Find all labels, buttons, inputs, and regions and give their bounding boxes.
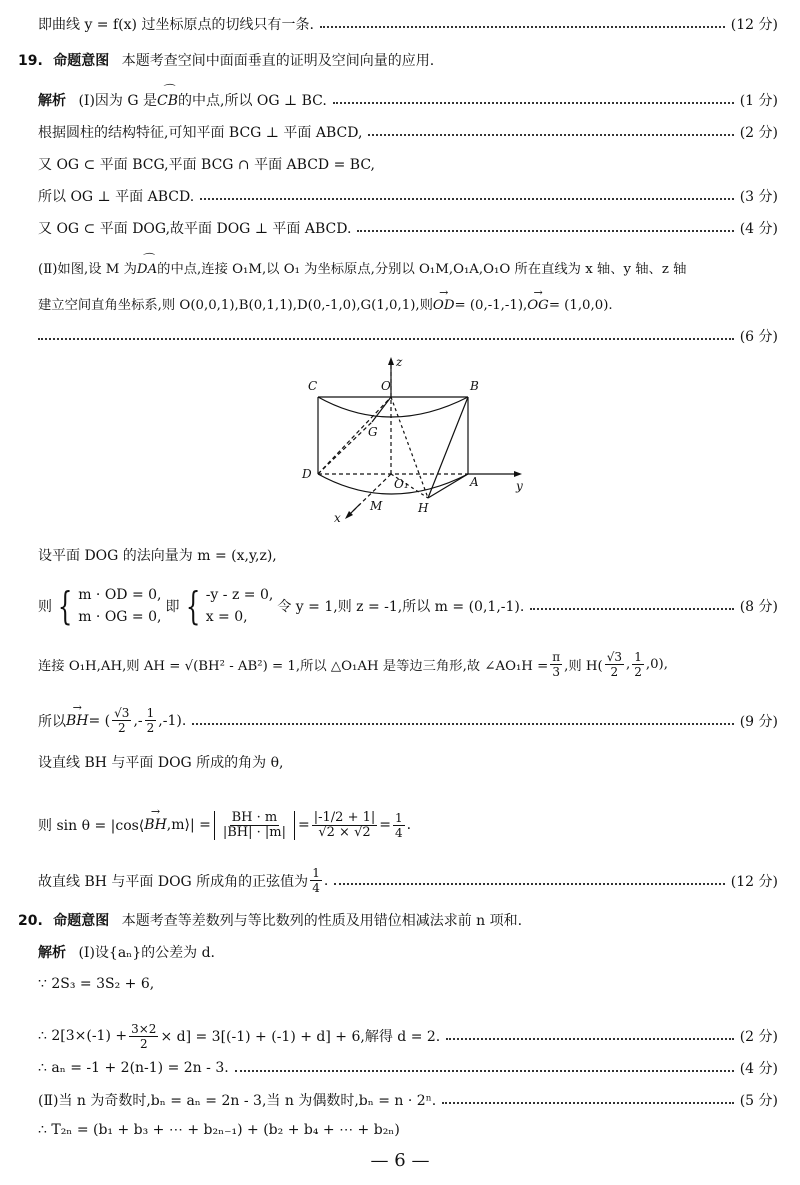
q19-sin-line: 则 sin θ = |cos⟨ → BH ,m⟩| = $\frac{BH \cdot m}{|BH| \cdot |m|}$ = $\frac{|-1/2 + 1|}{√2 \times √2}$ = $\frac{1}{4}$ .: [38, 800, 778, 850]
q19-bh-line: 所以 → BH = ( $\frac{√3}{2}$ ,- $\frac{1}{2}$ ,-1). (9 分): [38, 706, 778, 735]
q19-line-4: 所以 OG ⊥ 平面 ABCD. (3 分): [38, 189, 778, 205]
q19-connect-line: 连接 O₁H,AH,则 AH = √(BH² - AB²) = 1,所以 △O₁AH 是等边三角形,故 ∠AO₁H = $\frac{\pi}{3}$ ,则 H( $\frac{√3}{2}$ , $\frac{1}{2}$ ,0),: [38, 650, 668, 679]
q19-heading: 19. 命题意图 本题考查空间中面面垂直的证明及空间向量的应用.: [18, 53, 435, 69]
q19-normal-line: 设平面 DOG 的法向量为 m = (x,y,z),: [38, 548, 277, 564]
q19-line-1: 解析 (Ⅰ)因为 G 是⌒ CB的中点,所以 OG ⊥ BC. (1 分): [38, 90, 778, 110]
q20-line-5: (Ⅱ)当 n 为奇数时,bₙ = aₙ = 2n - 3,当 n 为偶数时,bₙ = n · 2ⁿ. (5 分): [38, 1093, 778, 1109]
line-top-tangent: 即曲线 y = f(x) 过坐标原点的切线只有一条. (12 分): [38, 14, 778, 34]
q20-line-1: 解析 (Ⅰ)设{aₙ}的公差为 d.: [38, 945, 215, 961]
label-A: A: [470, 475, 479, 489]
q20-line-3: ∴ 2[3×(-1) + $\frac{3\times 2}{2}$ × d] = 3[(-1) + (-1) + d] + 6,解得 d = 2. (2 分): [38, 1021, 778, 1051]
q19-part2-line-1: (Ⅱ)如图,设 M 为⌒ DA的中点,连接 O₁M,以 O₁ 为坐标原点,分别以 O₁M,O₁A,O₁O 所在直线为 x 轴、y 轴、z 轴: [38, 258, 778, 277]
dot-leader: [320, 26, 725, 28]
system-2: { -y - z = 0, x = 0,: [185, 584, 274, 628]
q19-line-5: 又 OG ⊂ 平面 DOG,故平面 DOG ⊥ 平面 ABCD. (4 分): [38, 221, 778, 237]
q20-line-2: ∵ 2S₃ = 3S₂ + 6,: [38, 976, 155, 992]
label-G: G: [368, 425, 378, 439]
q20-line-4: ∴ aₙ = -1 + 2(n-1) = 2n - 3. (4 分): [38, 1060, 778, 1077]
label-D: D: [302, 467, 312, 481]
label-O: O: [381, 379, 391, 393]
q20-heading: 20. 命题意图 本题考查等差数列与等比数列的性质及用错位相减法求前 n 项和.: [18, 913, 523, 929]
page-number: — 6 —: [370, 1150, 430, 1171]
label-H: H: [418, 501, 429, 515]
label-M: M: [370, 499, 383, 513]
label-x: x: [334, 511, 341, 524]
label-y: y: [516, 479, 523, 493]
cylinder-figure: [290, 352, 530, 524]
q19-system-line: 则 { m · OD = 0, m · OG = 0, 即 { -y - z = 0, x = 0, 令 y = 1,则 z = -1,所以 m = (0,1,-1). (8 分): [38, 584, 778, 628]
q19-angle-line: 设直线 BH 与平面 DOG 所成的角为 θ,: [38, 755, 284, 771]
label-B: B: [470, 379, 479, 393]
q20-line-6: ∴ T₂ₙ = (b₁ + b₃ + ⋯ + b₂ₙ₋₁) + (b₂ + b₄ + ⋯ + b₂ₙ): [38, 1122, 400, 1138]
q19-line-3: 又 OG ⊂ 平面 BCG,平面 BCG ∩ 平面 ABCD = BC,: [38, 157, 375, 173]
label-O1: O₁: [394, 477, 409, 491]
q19-final-line: 故直线 BH 与平面 DOG 所成角的正弦值为 $\frac{1}{4}$ . (12 分): [38, 866, 778, 895]
system-1: { m · OD = 0, m · OG = 0,: [57, 584, 162, 628]
label-C: C: [308, 379, 318, 393]
score: (12 分): [730, 17, 778, 33]
q19-part2-score-line: (6 分): [38, 326, 778, 346]
q19-line-2: 根据圆柱的结构特征,可知平面 BCG ⊥ 平面 ABCD, (2 分): [38, 125, 778, 141]
label-z: z: [396, 355, 403, 369]
q19-part2-line-2: 建立空间直角坐标系,则 O(0,0,1),B(0,1,1),D(0,-1,0),G(1,0,1),则→ OD= (0,-1,-1),→ OG= (1,0,0).: [38, 294, 778, 313]
